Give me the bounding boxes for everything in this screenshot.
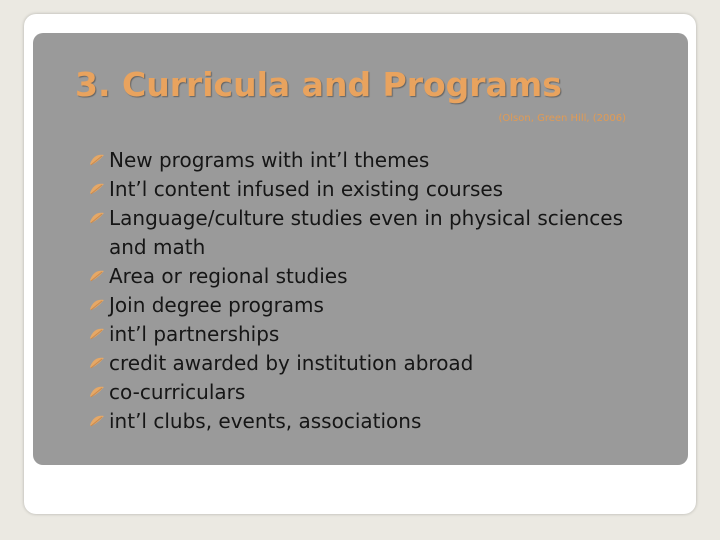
bullet-text: Language/culture studies even in physical sciences and math [109, 206, 623, 259]
bullet-item [85, 204, 665, 262]
bullet-item [85, 175, 665, 204]
slide-content-panel [33, 33, 688, 465]
leaf-bullet-icon [89, 356, 105, 370]
bullet-text: New programs with int’l themes [109, 148, 430, 172]
bullet-item [85, 262, 665, 291]
citation-text: (Olson, Green Hill, (2006) [498, 113, 626, 124]
leaf-bullet-icon [89, 153, 105, 167]
bullet-text: int’l clubs, events, associations [109, 409, 422, 433]
bullet-item [85, 291, 665, 320]
leaf-bullet-icon [89, 211, 105, 225]
leaf-bullet-icon [89, 269, 105, 283]
bullet-text: credit awarded by institution abroad [109, 351, 474, 375]
leaf-bullet-icon [89, 298, 105, 312]
bullet-item [85, 146, 665, 175]
bullet-text: Int’l content infused in existing courses [109, 177, 504, 201]
slide-title: 3. Curricula and Programs [75, 65, 562, 104]
bullet-text: int’l partnerships [109, 322, 280, 346]
leaf-bullet-icon [89, 182, 105, 196]
bullet-list [85, 146, 665, 436]
leaf-bullet-icon [89, 385, 105, 399]
bullet-text: Join degree programs [109, 293, 324, 317]
leaf-bullet-icon [89, 327, 105, 341]
bullet-item [85, 378, 665, 407]
bullet-text: co-curriculars [109, 380, 246, 404]
bullet-text: Area or regional studies [109, 264, 348, 288]
bullet-item [85, 320, 665, 349]
bullet-item [85, 349, 665, 378]
leaf-bullet-icon [89, 414, 105, 428]
bullet-item [85, 407, 665, 436]
